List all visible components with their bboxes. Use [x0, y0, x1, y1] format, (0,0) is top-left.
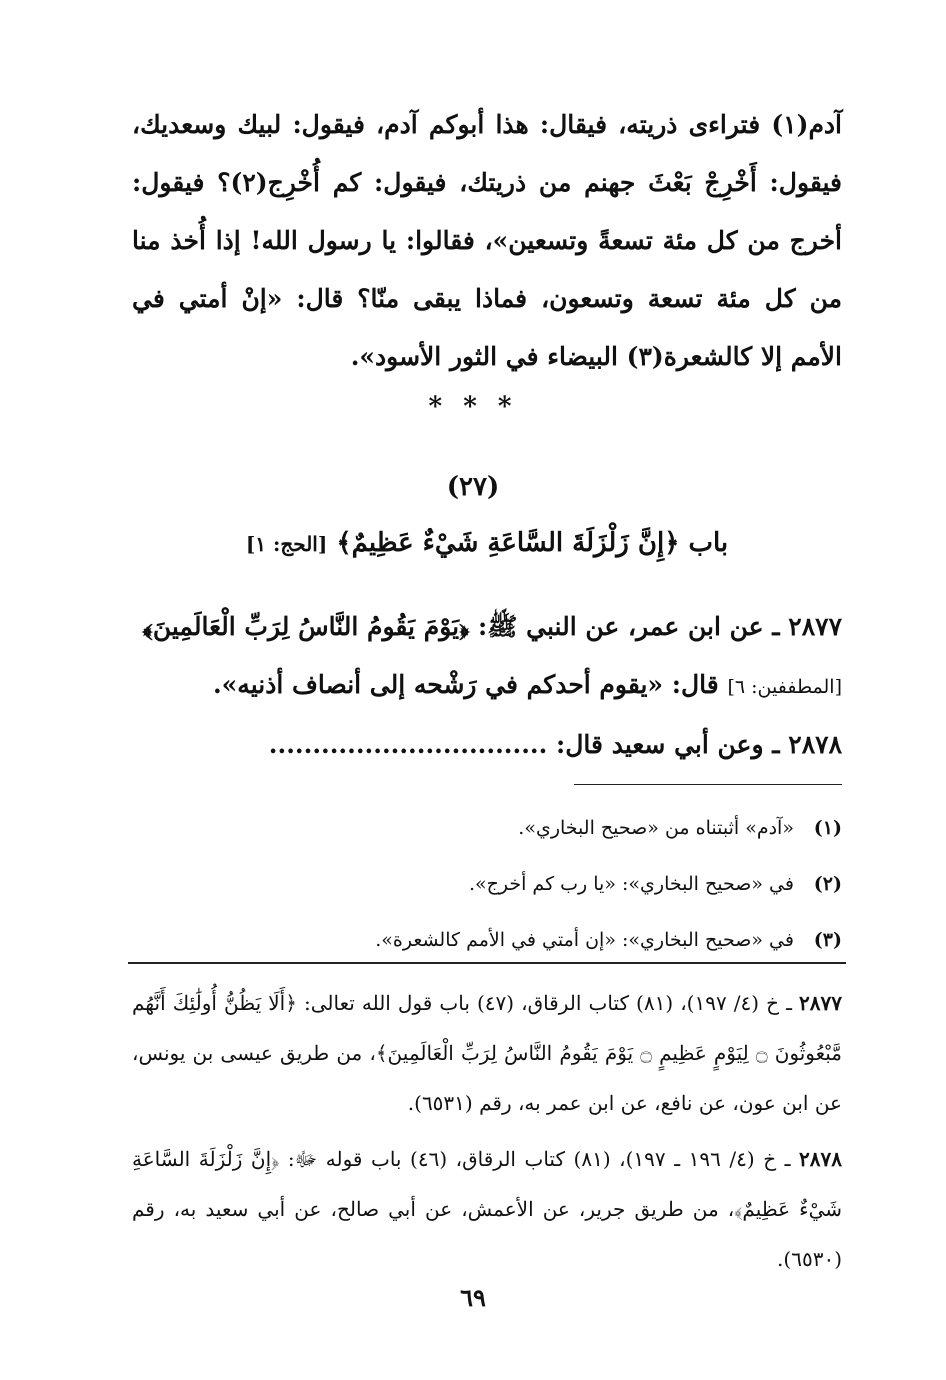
hadith-block: [132, 598, 842, 774]
footnote: [132, 856, 842, 912]
footnote-number: (٣): [813, 929, 842, 951]
source-entry: [132, 978, 842, 1128]
hadith-2877: [132, 598, 842, 656]
main-text: [132, 96, 842, 386]
hadith-2877-continuation: [132, 656, 842, 716]
source-hadith-number: ٢٨٧٨: [799, 1147, 843, 1171]
hadith-2877-quran-reference: [المطففين: ٦]: [727, 676, 842, 698]
sources-divider: [128, 962, 846, 964]
footnote-text: في «صحيح البخاري»: «يا رب كم أخرج».: [468, 873, 794, 895]
chapter-quran-reference: [الحج: ١]: [245, 532, 328, 556]
source-text: ـ خ (٤/ ١٩٦ ـ ١٩٧)، (٨١) كتاب الرقاق، (٤٦) باب قوله ﷻ: ﴿إِنَّ زَلْزَلَةَ السَّاعَةِ شَيْءٌ عَظِيمٌ﴾، من طريق جرير، عن الأعمش، عن أبي صالح، عن أبي سعيد به، رقم (٦٥٣٠).: [132, 1147, 842, 1271]
page-number: ٦٩: [460, 1283, 486, 1312]
footnote: [132, 800, 842, 856]
hadith-2878: [132, 716, 842, 774]
footnotes: [132, 800, 842, 968]
footnote-text: في «صحيح البخاري»: «إن أمتي في الأمم كالشعرة».: [375, 929, 794, 951]
chapter-number: (٢٧): [446, 472, 500, 502]
chapter-title-text: باب ﴿إِنَّ زَلْزَلَةَ السَّاعَةِ شَيْءٌ عَظِيمٌ﴾: [336, 528, 729, 558]
hadith-2877-saying: قال: «يقوم أحدكم في رَشْحه إلى أنصاف أذنيه».: [212, 670, 719, 699]
footnote-rule: [574, 784, 842, 785]
section-separator: * * *: [428, 392, 518, 422]
footnote-number: (٢): [813, 873, 842, 895]
source-entry: [132, 1134, 842, 1284]
chapter-title: [132, 528, 842, 558]
footnote-number: (١): [813, 817, 842, 839]
footnote-text: «آدم» أثبتناه من «صحيح البخاري».: [518, 817, 794, 839]
hadith-sources: [132, 978, 842, 1290]
hadith-2877-text: ٢٨٧٧ ـ عن ابن عمر، عن النبي ﷺ: ﴿يَوْمَ يَقُومُ النَّاسُ لِرَبِّ الْعَالَمِينَ﴾: [142, 612, 842, 641]
source-text: ـ خ (٤/ ١٩٧)، (٨١) كتاب الرقاق، (٤٧) باب قول الله تعالى: ﴿أَلَا يَظُنُّ أُولَٰئِكَ أَنَّهُم مَّبْعُوثُونَ ۝ لِيَوْمٍ عَظِيمٍ ۝ يَوْمَ يَقُومُ النَّاسُ لِرَبِّ الْعَالَمِينَ﴾، من طريق عيسى بن يونس، عن ابن عون، عن نافع، عن ابن عمر به، رقم (٦٥٣١).: [132, 991, 843, 1115]
hadith-2878-dots: ................................: [268, 730, 548, 759]
hadith-2878-text: ٢٨٧٨ ـ وعن أبي سعيد قال:: [556, 730, 842, 759]
source-hadith-number: ٢٨٧٧: [799, 991, 842, 1015]
footnote: [132, 912, 842, 968]
hadith-continuation-paragraph: آدم(١) فتراءى ذريته، فيقال: هذا أبوكم آدم، فيقول: لبيك وسعديك، فيقول: أَخْرِجْ بَعْثَ جهنم من ذريتك، فيقول: كم أُخْرِج(٢)؟ فيقول: أخرج من كل مئة تسعةً وتسعين»، فقالوا: يا رسول الله! إذا أُخذ منا من كل مئة تسعة وتسعون، فماذا يبقى منّا؟ قال: «إنْ أمتي في الأمم إلا كالشعرة(٣) البيضاء في الثور الأسود».: [132, 110, 843, 371]
